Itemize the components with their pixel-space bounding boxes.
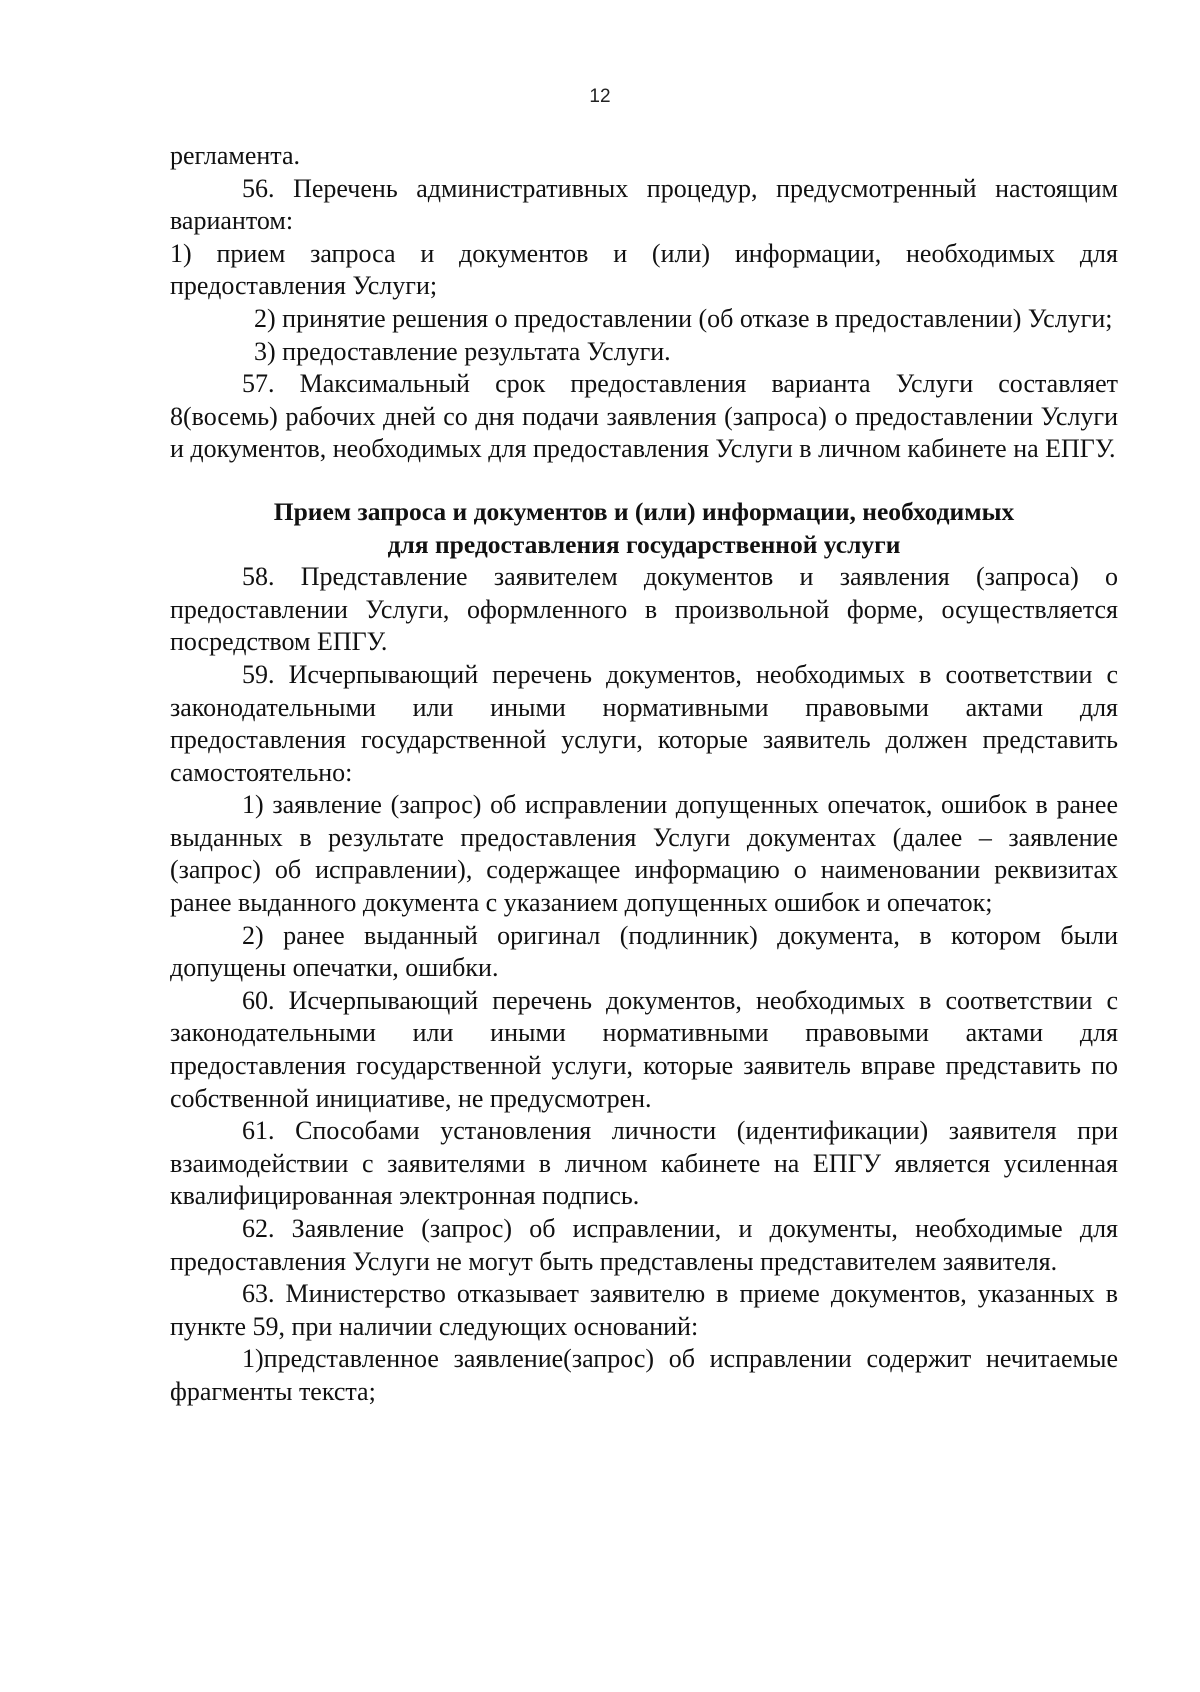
paragraph-59-item-1: 1) заявление (запрос) об исправлении допущенных опечаток, ошибок в ранее выданных в результате предоставления Услуги документах (далее – заявление (запрос) об исправлении), содержащее информацию о наименовании реквизитах ранее выданного документа с указанием допущенных ошибок и опечаток; [170,790,1118,918]
paragraph-58: 58. Представление заявителем документов и заявления (запроса) о предоставлении Услуги, оформленного в произвольной форме, осуществляется посредством ЕПГУ. [170,562,1118,657]
paragraph-61: 61. Способами установления личности (идентификации) заявителя при взаимодействии с заявителями в личном кабинете на ЕПГУ является усиленная квалифицированная электронная подпись. [170,1116,1118,1211]
page-number: 12 [589,86,611,107]
paragraph-60: 60. Исчерпывающий перечень документов, необходимых в соответствии с законодательными или иными нормативными правовыми актами для предоставления государственной услуги, которые заявитель вправе представить по собственной инициативе, не предусмотрен. [170,985,1118,1113]
paragraph-56-item-1: 1) прием запроса и документов и (или) информации, необходимых для предоставления Услуги; [170,238,1118,301]
paragraph-59-item-2: 2) ранее выданный оригинал (подлинник) документа, в котором были допущены опечатки, ошибки. [170,920,1118,983]
paragraph-59: 59. Исчерпывающий перечень документов, необходимых в соответствии с законодательными или иными нормативными правовыми актами для предоставления государственной услуги, которые заявитель должен представить самостоятельно: [170,659,1118,787]
paragraph-63-item-1: 1)представленное заявление(запрос) об исправлении содержит нечитаемые фрагменты текста; [170,1344,1118,1406]
paragraph-continuation: регламента. [170,141,301,170]
paragraph-56-item-2: 2) принятие решения о предоставлении (об отказе в предоставлении) Услуги; [254,303,1113,333]
paragraph-56-item-3: 3) предоставление результата Услуги. [254,336,671,366]
section-heading-line-2: для предоставления государственной услуги [387,529,901,559]
document-body [170,140,1118,1409]
paragraph-56: 56. Перечень административных процедур, предусмотренный настоящим вариантом: [170,173,1118,236]
paragraph-57: 57. Максимальный срок предоставления варианта Услуги составляет 8(восемь) рабочих дней со дня подачи заявления (запроса) о предоставлении Услуги и документов, необходимых для предоставления Услуги в личном кабинете на ЕПГУ. [170,369,1118,464]
section-heading [170,496,1118,561]
paragraph-62: 62. Заявление (запрос) об исправлении, и документы, необходимые для предоставления Услуги не могут быть представлены представителем заявителя. [170,1214,1118,1276]
paragraph-63: 63. Министерство отказывает заявителю в приеме документов, указанных в пункте 59, при наличии следующих оснований: [170,1279,1118,1341]
section-heading-line-1: Прием запроса и документов и (или) информации, необходимых [273,496,1015,526]
